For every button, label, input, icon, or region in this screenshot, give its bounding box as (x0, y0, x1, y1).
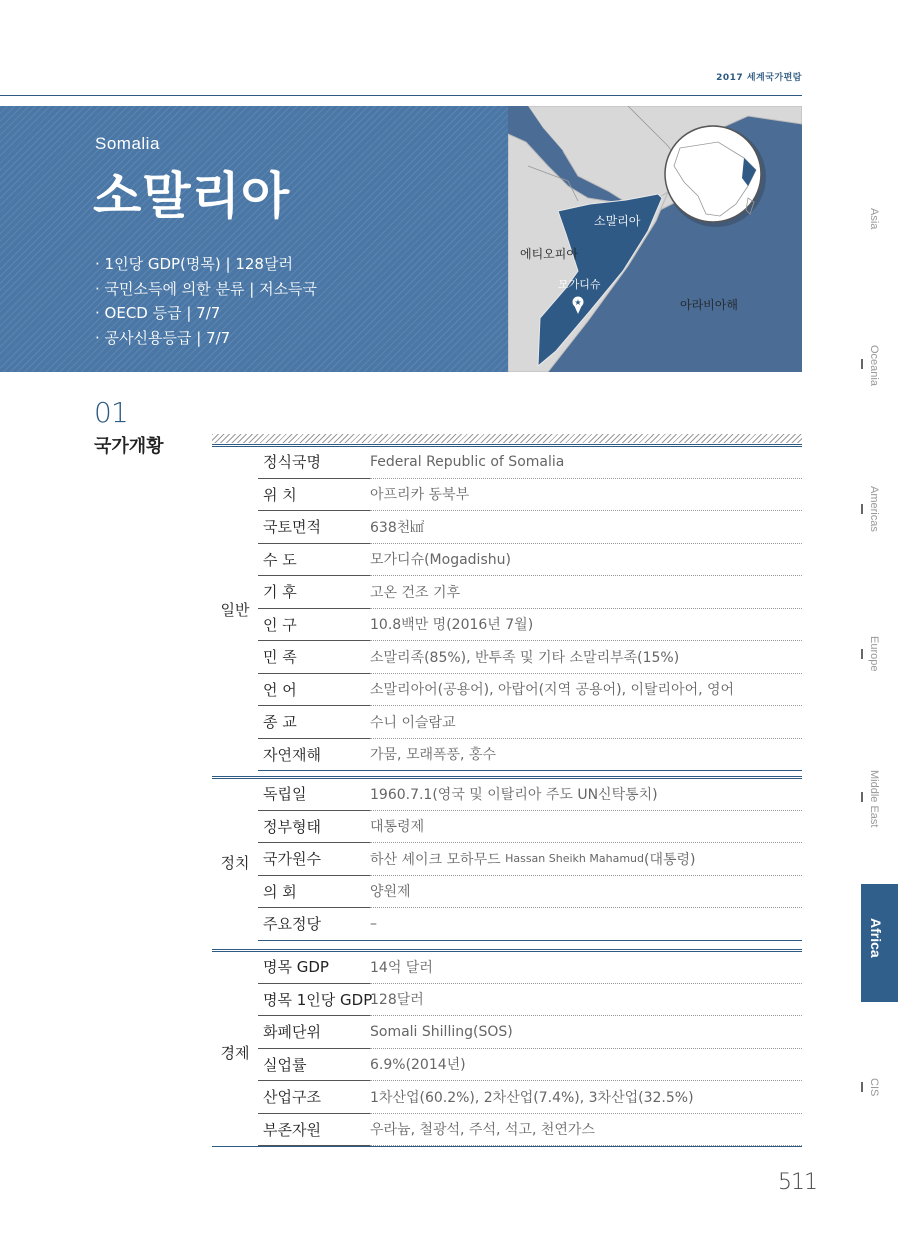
row-value: 1960.7.1(영국 및 이탈리아 주도 UN신탁통치) (370, 778, 802, 811)
fact-credit-grade: · 공사신용등급 | 7/7 (95, 328, 231, 347)
map-label-ethiopia: 에티오피아 (520, 247, 578, 261)
country-banner (0, 106, 508, 372)
row-value (370, 843, 802, 876)
side-tab-label: Middle East (868, 770, 880, 828)
table-row (258, 739, 802, 772)
table-row (258, 951, 802, 984)
table-row (258, 811, 802, 844)
table-row (258, 984, 802, 1017)
row-key: 인 구 (258, 609, 370, 642)
row-key: 주요정당 (258, 908, 370, 941)
row-value: 모가디슈(Mogadishu) (370, 544, 802, 577)
row-value: Federal Republic of Somalia (370, 446, 802, 479)
table-row (258, 706, 802, 739)
side-tab-africa[interactable] (861, 884, 898, 1002)
row-key: 화폐단위 (258, 1016, 370, 1049)
fact-income-class: · 국민소득에 의한 분류 | 저소득국 (95, 279, 318, 298)
header-rule (0, 95, 802, 96)
row-key: 정식국명 (258, 446, 370, 479)
location-map (508, 106, 802, 372)
table-row (258, 674, 802, 707)
table-row (258, 1114, 802, 1147)
table-row (258, 609, 802, 642)
table-row (258, 446, 802, 479)
table-row (258, 778, 802, 811)
side-tab-label: Europe (868, 636, 880, 672)
group-general (212, 444, 802, 771)
table-row (258, 479, 802, 512)
row-key: 명목 1인당 GDP (258, 984, 370, 1017)
table-row (258, 576, 802, 609)
row-key: 언 어 (258, 674, 370, 707)
row-key: 독립일 (258, 778, 370, 811)
section-number: 01 (94, 396, 128, 429)
table-row (258, 876, 802, 909)
section-hatch-divider (212, 434, 802, 443)
head-of-state-name-en: Hassan Sheikh Mahamud (505, 852, 644, 866)
map-label-sea: 아라비아해 (680, 298, 738, 312)
row-key: 위 치 (258, 479, 370, 512)
row-key: 국토면적 (258, 511, 370, 544)
side-tab-tick (861, 1082, 863, 1092)
fact-gdp-per-capita: · 1인당 GDP(명목) | 128달러 (95, 255, 293, 273)
svg-text:★: ★ (574, 298, 582, 307)
table-row (258, 544, 802, 577)
row-value: 아프리카 동북부 (370, 479, 802, 512)
table-row (258, 511, 802, 544)
row-value: 고온 건조 기후 (370, 576, 802, 609)
row-key: 국가원수 (258, 843, 370, 876)
group-label: 정치 (220, 854, 250, 872)
map-label-somalia: 소말리아 (594, 214, 641, 228)
row-value: Somali Shilling(SOS) (370, 1016, 802, 1049)
row-key: 실업률 (258, 1049, 370, 1082)
map-svg (508, 106, 802, 372)
map-label-capital: 모가디슈 (558, 278, 601, 291)
side-tab-label: Asia (868, 208, 880, 230)
book-title: 2017 세계국가편람 (716, 73, 802, 83)
head-of-state-name-ko: 하산 셰이크 모하무드 (370, 851, 501, 868)
row-key: 명목 GDP (258, 951, 370, 984)
row-value: 우라늄, 철광석, 주석, 석고, 천연가스 (370, 1114, 802, 1147)
head-of-state-title: (대통령) (644, 851, 696, 868)
key-facts-list (95, 252, 317, 350)
row-key: 수 도 (258, 544, 370, 577)
row-key: 정부형태 (258, 811, 370, 844)
section-title: 국가개황 (94, 436, 164, 457)
side-tab-tick (861, 792, 863, 802)
row-value: 소말리아어(공용어), 아랍어(지역 공용어), 이탈리아어, 영어 (370, 674, 802, 707)
side-tab-tick (861, 504, 863, 514)
row-value: 14억 달러 (370, 951, 802, 984)
row-value: 1차산업(60.2%), 2차산업(7.4%), 3차산업(32.5%) (370, 1081, 802, 1114)
row-key: 자연재해 (258, 739, 370, 772)
group-politics (212, 776, 802, 944)
table-row (258, 1081, 802, 1114)
row-key: 의 회 (258, 876, 370, 909)
table-row (258, 843, 802, 876)
table-row (258, 641, 802, 674)
row-value: 소말리족(85%), 반투족 및 기타 소말리부족(15%) (370, 641, 802, 674)
table-row (258, 908, 802, 941)
country-korean-name: 소말리아 (93, 167, 291, 225)
row-value: 가뭄, 모래폭풍, 홍수 (370, 739, 802, 772)
row-value: 양원제 (370, 876, 802, 909)
group-economy (212, 949, 802, 1146)
row-value: 638천㎢ (370, 511, 802, 544)
country-english-name: Somalia (95, 134, 160, 153)
row-key: 종 교 (258, 706, 370, 739)
side-tab-label: Oceania (868, 345, 880, 386)
table-row (258, 1016, 802, 1049)
row-value: 10.8백만 명(2016년 7월) (370, 609, 802, 642)
page-number: 511 (778, 1170, 817, 1195)
row-key: 부존자원 (258, 1114, 370, 1147)
row-value: 수니 이슬람교 (370, 706, 802, 739)
side-tab-tick (861, 649, 863, 659)
side-tab-label: Americas (868, 486, 880, 532)
table-bottom-rule (212, 1146, 802, 1147)
side-tab-label: CIS (868, 1078, 880, 1097)
fact-oecd-grade: · OECD 등급 | 7/7 (95, 304, 221, 322)
row-key: 기 후 (258, 576, 370, 609)
side-tab-label: Africa (868, 918, 884, 958)
row-value: – (370, 908, 802, 941)
group-label: 일반 (220, 601, 250, 619)
row-value: 대통령제 (370, 811, 802, 844)
side-tab-tick (861, 359, 863, 369)
row-value: 6.9%(2014년) (370, 1049, 802, 1082)
row-key: 산업구조 (258, 1081, 370, 1114)
row-value: 128달러 (370, 984, 802, 1017)
table-row (258, 1049, 802, 1082)
row-key: 민 족 (258, 641, 370, 674)
group-label: 경제 (220, 1044, 250, 1062)
